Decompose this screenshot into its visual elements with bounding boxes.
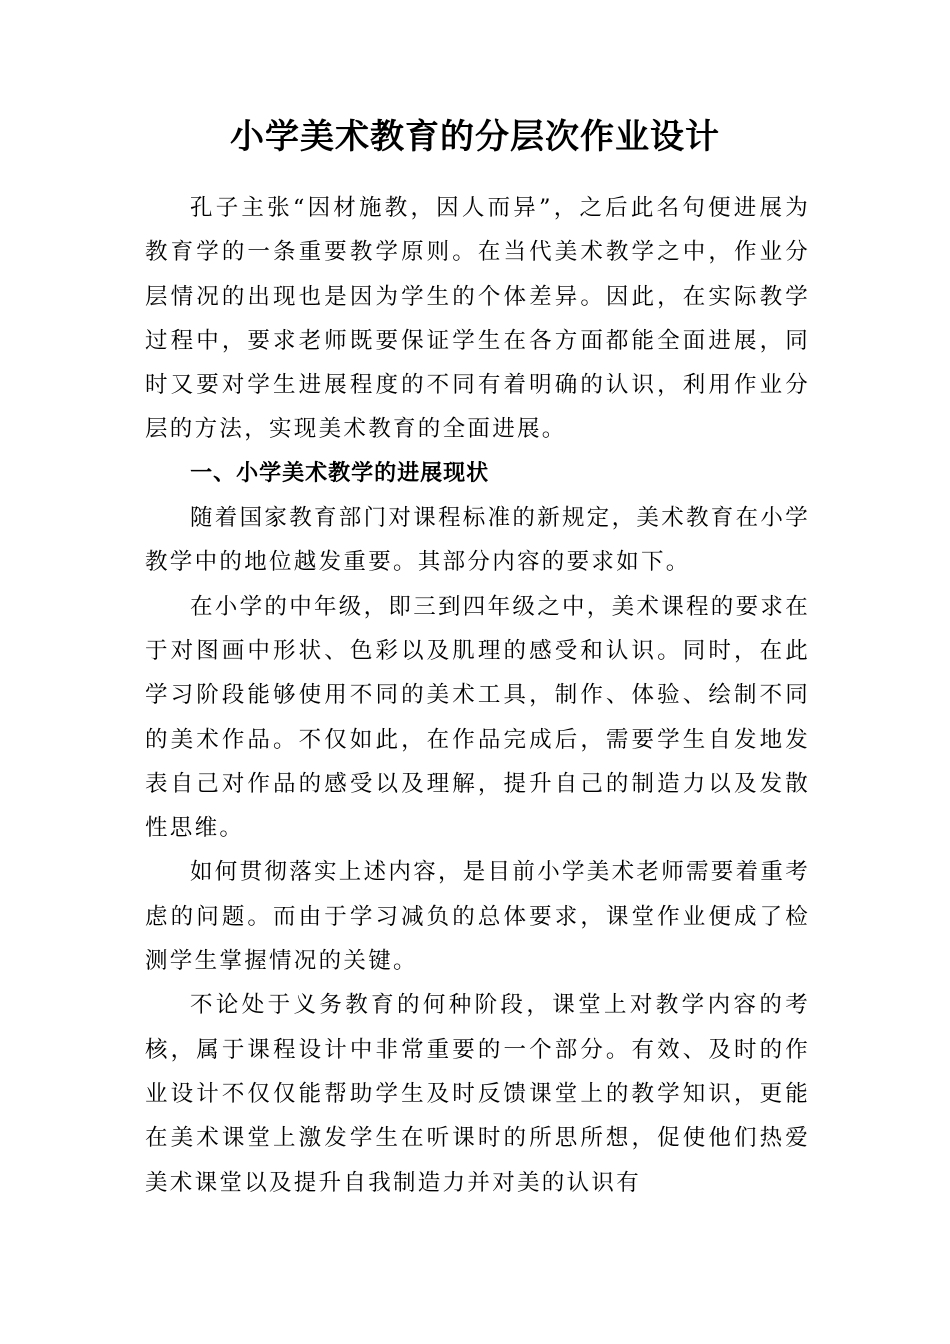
body-paragraph: 孔子主张“因材施教，因人而异”，之后此名句便进展为教育学的一条重要教学原则。在当代美术教学之中，作业分层情况的出现也是因为学生的个体差异。因此，在实际教学过程中，要求老师既要保证学生在各方面都能全面进展，同时又要对学生进展程度的不同有着明确的认识，利用作业分层的方法，实现美术教育的全面进展。 — [145, 195, 810, 443]
body-paragraph: 随着国家教育部门对课程标准的新规定，美术教育在小学教学中的地位越发重要。其部分内容的要求如下。 — [145, 505, 811, 576]
body-paragraph: 不论处于义务教育的何种阶段，课堂上对教学内容的考核，属于课程设计中非常重要的一个部分。有效、及时的作业设计不仅仅能帮助学生及时反馈课堂上的教学知识，更能在美术课堂上激发学生在听课时的所思所想，促使他们热爱美术课堂以及提升自我制造力并对美的认识有 — [145, 992, 810, 1196]
section-heading: 一、小学美术教学的进展现状 — [190, 460, 490, 486]
body-paragraph: 如何贯彻落实上述内容，是目前小学美术老师需要着重考虑的问题。而由于学习减负的总体要求，课堂作业便成了检测学生掌握情况的关键。 — [145, 859, 811, 975]
document-title: 小学美术教育的分层次作业设计 — [230, 117, 720, 157]
body-paragraph: 在小学的中年级，即三到四年级之中，美术课程的要求在于对图画中形状、色彩以及肌理的感受和认识。同时，在此学习阶段能够使用不同的美术工具，制作、体验、绘制不同的美术作品。不仅如此，在作品完成后，需要学生自发地发表自己对作品的感受以及理解，提升自己的制造力以及发散性思维。 — [145, 593, 811, 842]
document-body — [145, 186, 810, 1205]
